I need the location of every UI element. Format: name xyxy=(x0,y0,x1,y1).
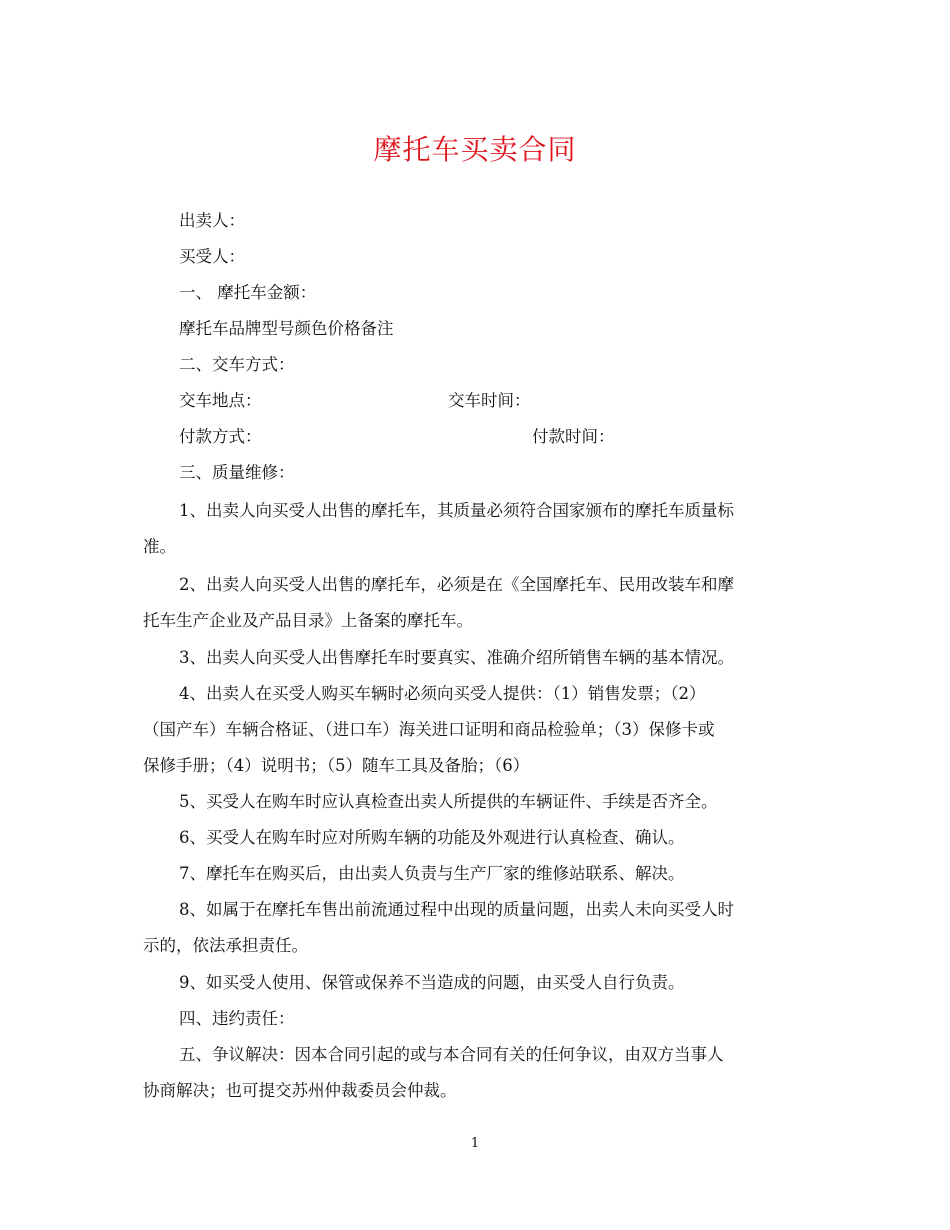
section-2-heading: 二、交车方式： xyxy=(179,355,295,374)
item-4-line-3: 保修手册；（4）说明书；（5）随车工具及备胎；（6） xyxy=(143,756,530,775)
item-9: 9、如买受人使用、保管或保养不当造成的问题，由买受人自行负责。 xyxy=(179,973,685,992)
buyer-label: 买受人： xyxy=(179,247,245,266)
section-5-line-1: 五、争议解决：因本合同引起的或与本合同有关的任何争议，由双方当事人 xyxy=(179,1045,724,1064)
item-8-line-1: 8、如属于在摩托车售出前流通过程中出现的质量问题，出卖人未向买受人时 xyxy=(179,900,734,919)
delivery-time-label: 交车时间： xyxy=(448,391,531,410)
item-1-line-2: 准。 xyxy=(143,537,176,556)
item-5: 5、买受人在购车时应认真检查出卖人所提供的车辆证件、手续是否齐全。 xyxy=(179,792,718,811)
item-7: 7、摩托车在购买后，由出卖人负责与生产厂家的维修站联系、解决。 xyxy=(179,864,685,883)
document-title: 摩托车买卖合同 xyxy=(373,133,577,166)
payment-method-label: 付款方式： xyxy=(179,427,262,446)
section-1-heading: 一、 摩托车金额： xyxy=(179,283,317,302)
item-1-line-1: 1、出卖人向买受人出售的摩托车，其质量必须符合国家颁布的摩托车质量标 xyxy=(179,501,734,520)
page-number: 1 xyxy=(470,1136,480,1151)
item-4-line-1: 4、出卖人在买受人购买车辆时必须向买受人提供：（1）销售发票；（2） xyxy=(179,684,706,703)
seller-label: 出卖人： xyxy=(179,211,245,230)
section-5-line-2: 协商解决；也可提交苏州仲裁委员会仲裁。 xyxy=(143,1081,457,1100)
payment-time-label: 付款时间： xyxy=(532,427,615,446)
item-2-line-1: 2、出卖人向买受人出售的摩托车，必须是在《全国摩托车、民用改装车和摩 xyxy=(179,575,734,594)
item-6: 6、买受人在购车时应对所购车辆的功能及外观进行认真检查、确认。 xyxy=(179,828,685,847)
item-2-line-2: 托车生产企业及产品目录》上备案的摩托车。 xyxy=(143,611,473,630)
item-8-line-2: 示的，依法承担责任。 xyxy=(143,936,308,955)
item-3: 3、出卖人向买受人出售摩托车时要真实、准确介绍所销售车辆的基本情况。 xyxy=(179,648,734,667)
section-4-heading: 四、违约责任： xyxy=(179,1009,295,1028)
section-3-heading: 三、质量维修： xyxy=(179,463,295,482)
item-4-line-2: （国产车）车辆合格证、（进口车）海关进口证明和商品检验单；（3）保修卡或 xyxy=(143,720,715,739)
section-1-columns: 摩托车品牌型号颜色价格备注 xyxy=(179,319,394,338)
delivery-place-label: 交车地点： xyxy=(179,391,262,410)
